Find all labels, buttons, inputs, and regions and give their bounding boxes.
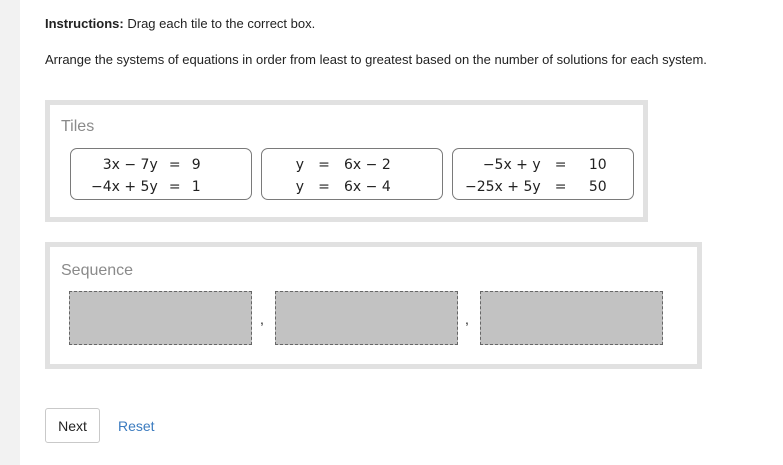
equation-lhs: −5x + y [482,157,541,173]
tiles-panel [45,100,648,222]
drop-box-1[interactable] [69,291,252,345]
sequence-panel-title: Sequence [61,262,134,279]
equation-lhs: −4x + 5y [91,179,158,195]
sequence-separator: , [465,311,469,327]
equation-row [91,176,201,198]
instructions [45,16,315,31]
equals-sign: = [318,157,330,173]
equation-tile-1[interactable] [70,148,252,200]
next-button[interactable]: Next [45,408,100,443]
equation-system [290,154,391,198]
equation-system [465,154,607,198]
drop-box-3[interactable] [480,291,663,345]
sequence-separator: , [260,311,264,327]
equation-lhs: y [295,179,304,195]
equals-sign: = [168,179,181,195]
equation-rhs: 9 [191,157,201,173]
sequence-panel [45,242,702,369]
equation-rhs: 6x − 2 [344,157,391,173]
equation-rhs: 10 [588,157,607,173]
reset-link[interactable]: Reset [118,418,155,434]
equation-rhs: 6x − 4 [344,179,391,195]
tiles-panel-title: Tiles [61,118,95,135]
equation-tile-3[interactable] [452,148,634,200]
equation-lhs: y [295,157,304,173]
equation-row [290,154,391,176]
question-page [20,0,783,465]
instructions-label: Instructions: [45,16,124,31]
equals-sign: = [554,179,567,195]
drop-box-2[interactable] [275,291,458,345]
equation-row [290,176,391,198]
equation-row [465,154,607,176]
equation-system [91,154,201,198]
instructions-text: Drag each tile to the correct box. [127,16,316,31]
equals-sign: = [168,157,181,173]
equation-row [465,176,607,198]
equation-row [91,154,201,176]
equation-lhs: 3x − 7y [102,157,158,173]
equation-rhs: 1 [191,179,201,195]
question-prompt: Arrange the systems of equations in order from least to greatest based on the number of solutions for each system. [45,52,707,67]
equation-lhs: −25x + 5y [465,179,541,195]
equals-sign: = [554,157,567,173]
equals-sign: = [318,179,330,195]
equation-tile-2[interactable] [261,148,443,200]
equation-rhs: 50 [588,179,607,195]
